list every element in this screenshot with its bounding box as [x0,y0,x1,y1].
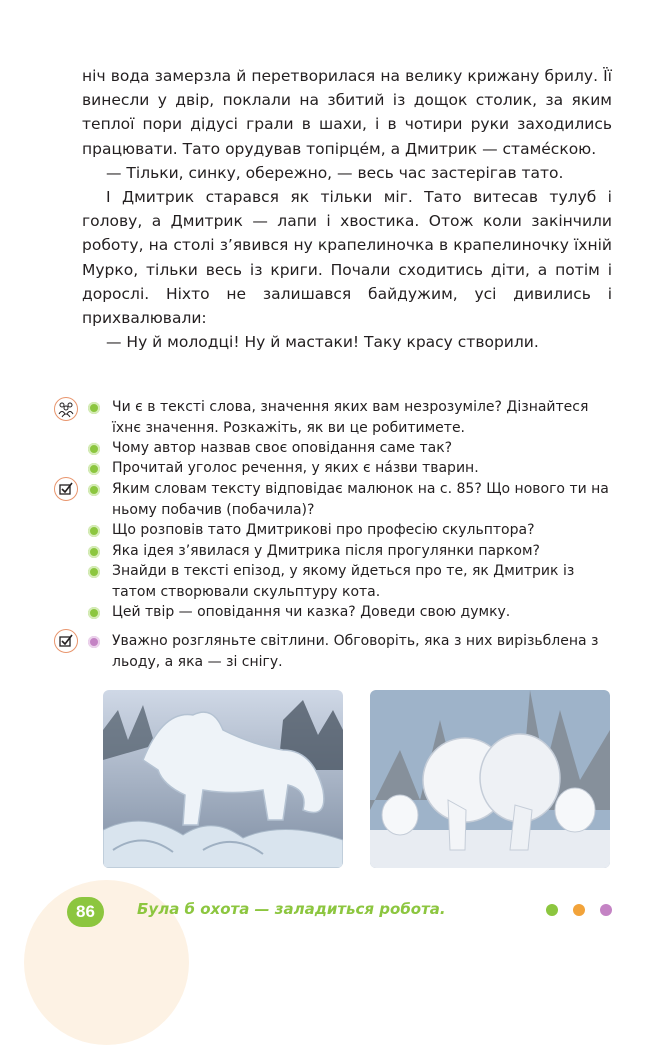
question-item [112,438,612,459]
bullet-icon [88,402,100,414]
bullet-icon [88,484,100,496]
question-item [112,602,612,623]
question-text: Чому автор назвав своє оповідання саме так? [112,440,453,456]
page-number: 86 [67,897,104,927]
question-text: Яким словам тексту відповідає малюнок на с. 85? Що нового ти на ньому побачив (побачила)? [112,481,609,518]
bullet-icon [88,546,100,558]
green-dot-icon [546,904,558,916]
story-paragraph: І Дмитрик старався як тільки міг. Тато витесав тулуб і голову, а Дмитрик — лапи і хвостика. Отож коли закінчили роботу, на столі з’явився ну крапелиночка в крапелиночку їхній Мурко, тільки весь із криги. Почали сходитись діти, а потім і дорослі. Ніхто не залишався байдужим, усі дивились і прихвалювали: [82,188,612,328]
pink-dot-icon [600,904,612,916]
story-paragraph: — Ну й молодці! Ну й мастаки! Таку красу створили. [106,333,539,352]
ice-horse-sculpture-photo [103,690,343,868]
question-item [112,479,612,520]
question-text: Знайди в тексті епізод, у якому йдеться про те, як Дмитрик із татом створювали скульптуру кота. [112,563,575,600]
story-text [82,64,612,354]
story-paragraph: ніч вода замерзла й перетворилася на велику крижану брилу. Її винесли у двір, поклали на збитий із дощок столик, за яким теплої пори дідусі грали в шахи, і в чотири руки заходились працювати. Тато орудував топірце́м, а Дмитрик — стаме́скою. [82,67,612,158]
bullet-icon [88,566,100,578]
orange-dot-icon [573,904,585,916]
bullet-icon [88,443,100,455]
checkbox-icon [54,629,78,653]
task-text: Уважно розгляньте світлини. Обговоріть, яка з них вирізьблена з льоду, а яка — зі снігу. [112,633,599,670]
snow-elephants-sculpture-photo [370,690,610,868]
group-work-icon [54,397,78,421]
bullet-icon [88,463,100,475]
question-item [112,561,612,602]
story-paragraph: — Тільки, синку, обережно, — весь час застерігав тато. [106,163,564,182]
question-text: Чи є в тексті слова, значення яких вам незрозуміле? Дізнайтеся їхнє значення. Розкажіть, як ви це робитимете. [112,399,589,436]
bullet-icon [88,607,100,619]
question-text: Цей твір — оповідання чи казка? Доведи свою думку. [112,604,511,620]
question-item [112,541,612,562]
bullet-icon [88,636,100,648]
bullet-icon [88,525,100,537]
task-item [112,631,612,672]
question-item [112,520,612,541]
question-item [112,397,612,438]
question-text: Прочитай уголос речення, у яких є на́зви тварин. [112,460,479,476]
checkbox-icon [54,477,78,501]
footer-proverb: Була б охота — заладиться робота. [137,900,446,918]
question-text: Що розповів тато Дмитрикові про професію скульптора? [112,522,535,538]
question-text: Яка ідея з’явилася у Дмитрика після прогулянки парком? [112,543,540,559]
question-item [112,458,612,479]
